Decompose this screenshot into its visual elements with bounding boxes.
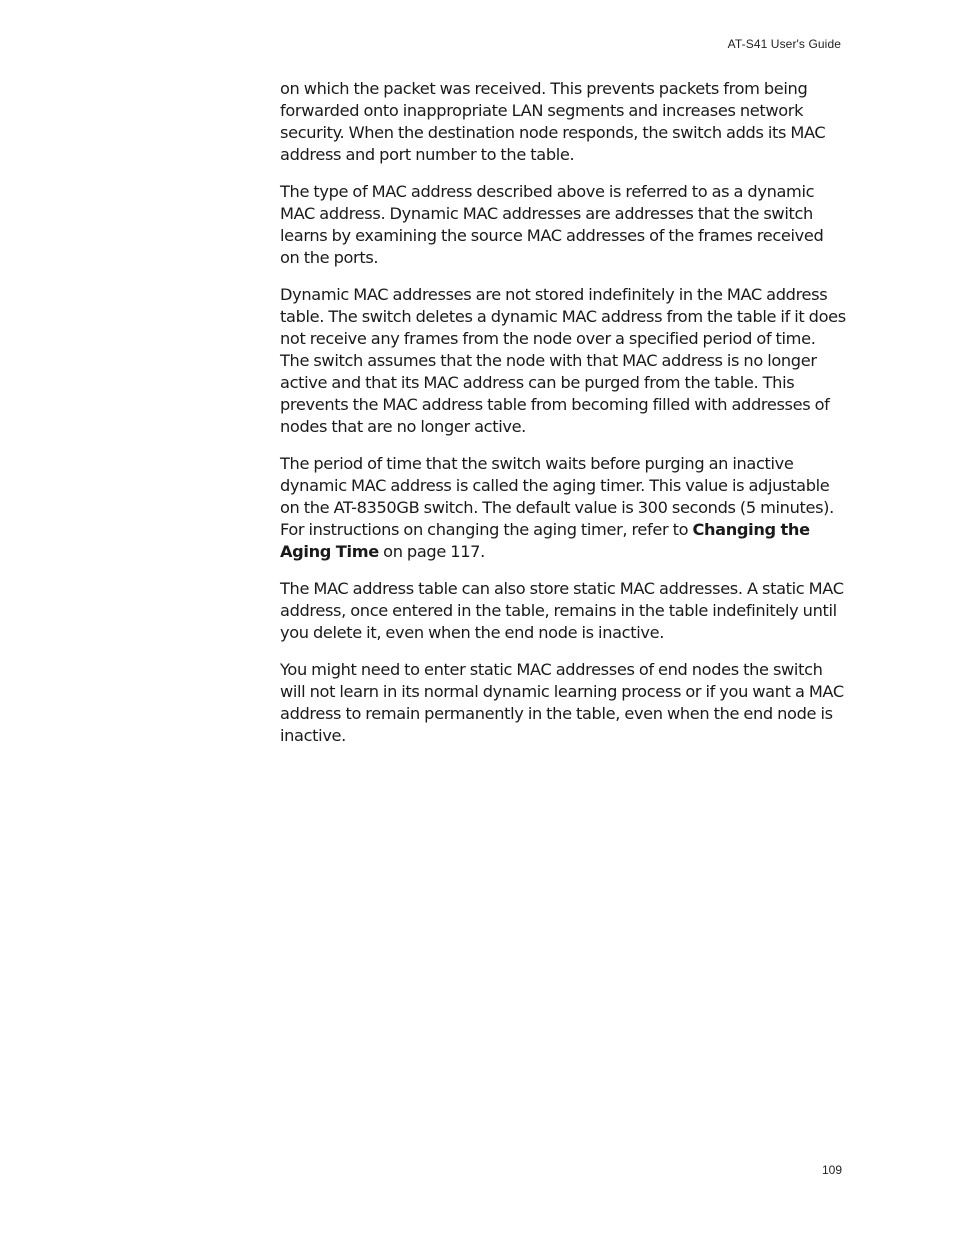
- page-number: 109: [821, 1163, 842, 1177]
- paragraph-static-mac: The MAC address table can also store static MAC addresses. A static MAC address, once entered in the table, remains in the table indefinitely until you delete it, even when the end node is inactive.: [280, 579, 844, 642]
- running-header-title: AT-S41 User's Guide: [727, 37, 841, 51]
- aging-text-before: The period of time that the switch waits before purging an inactive dynamic MAC address is called the aging timer. This value is adjustable on the AT-8350GB switch. The default value is 300 seconds (5 minutes). For instructions on changing the aging timer, refer to: [280, 454, 834, 539]
- body-text: [280, 78, 846, 762]
- paragraph-static-entry: You might need to enter static MAC addresses of end nodes the switch will not learn in its normal dynamic learning process or if you want a MAC address to remain permanently in the table, even when the end node is inactive.: [280, 660, 844, 745]
- paragraph-aging-timer: [280, 453, 846, 563]
- aging-text-after: on page 117.: [378, 542, 485, 561]
- aging-time-link[interactable]: Changing the Aging Time: [280, 520, 810, 561]
- paragraph-purging: Dynamic MAC addresses are not stored indefinitely in the MAC address table. The switch deletes a dynamic MAC address from the table if it does not receive any frames from the node over a specified period of time. The switch assumes that the node with that MAC address is no longer active and that its MAC address can be purged from the table. This prevents the MAC address table from becoming filled with addresses of nodes that are no longer active.: [280, 285, 846, 436]
- paragraph-dynamic-mac: The type of MAC address described above is referred to as a dynamic MAC address. Dynamic MAC addresses are addresses that the switch learns by examining the source MAC addresses of the frames received on the ports.: [280, 182, 824, 267]
- paragraph-packet-forwarding: on which the packet was received. This prevents packets from being forwarded onto inappropriate LAN segments and increases network security. When the destination node responds, the switch adds its MAC address and port number to the table.: [280, 79, 826, 164]
